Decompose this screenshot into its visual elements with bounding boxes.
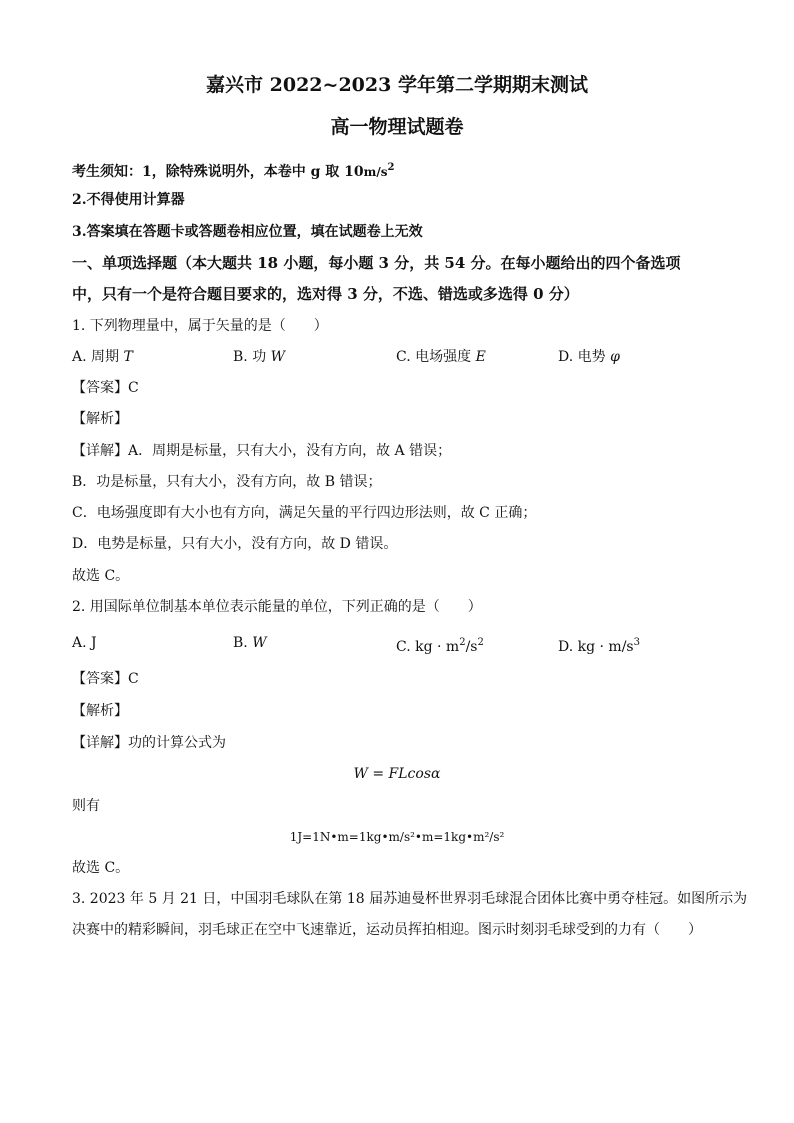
q2-option-b — [233, 633, 267, 653]
exam-title: 嘉兴市 2022~2023 学年第二学期期末测试 — [206, 74, 588, 96]
q1-answer: 【答案】C — [72, 380, 139, 396]
q2-option-c — [396, 633, 484, 657]
q2-detail: 【详解】功的计算公式为 — [72, 735, 226, 751]
q1-option-c-symbol: E — [475, 349, 486, 365]
q1-option-a — [72, 347, 133, 367]
notice-unit-sup: 2 — [387, 162, 395, 173]
section-heading-line-2: 中，只有一个是符合题目要求的，选对得 3 分，不选、错选或多选得 0 分） — [72, 285, 579, 303]
q3-stem-line-1: 3. 2023 年 5 月 21 日，中国羽毛球队在第 18 届苏迪曼杯世界羽毛球混合团体比赛中勇夺桂冠。如图所示为 — [72, 891, 748, 907]
q1-detail-1: 【详解】A．周期是标量，只有大小，没有方向，故 A 错误； — [72, 443, 452, 459]
q2-conclusion: 故选 C。 — [72, 860, 130, 876]
q1-option-c-label: C. 电场强度 — [396, 349, 476, 365]
q1-detail-4: D．电势是标量，只有大小，没有方向，故 D 错误。 — [72, 536, 398, 552]
exam-subtitle: 高一物理试题卷 — [330, 116, 464, 138]
q1-option-b — [233, 347, 285, 367]
q2-then: 则有 — [72, 798, 100, 814]
q1-analysis: 【解析】 — [72, 411, 128, 427]
notice-line-1 — [72, 158, 394, 182]
q1-conclusion: 故选 C。 — [72, 568, 130, 584]
section-heading-line-1: 一、单项选择题（本大题共 18 小题，每小题 3 分，共 54 分。在每小题给出的四个备选项 — [72, 254, 681, 272]
q2-answer: 【答案】C — [72, 671, 139, 687]
q1-option-d-symbol: φ — [610, 349, 620, 365]
notice-line-1-text: 考生须知：1，除特殊说明外，本卷中 g 取 10 — [72, 164, 364, 180]
q3-stem-line-2: 决赛中的精彩瞬间，羽毛球正在空中飞速靠近，运动员挥拍相迎。图示时刻羽毛球受到的力有（ ） — [72, 922, 702, 938]
q1-option-d — [558, 347, 620, 367]
q2-option-d — [558, 633, 640, 657]
q1-detail-2: B．功是标量，只有大小，没有方向，故 B 错误； — [72, 474, 382, 490]
q1-option-b-label: B. 功 — [233, 349, 271, 365]
q2-option-c-sup1: 2 — [459, 637, 466, 648]
notice-unit: m/s — [363, 165, 388, 179]
q2-analysis: 【解析】 — [72, 703, 128, 719]
q2-option-d-sup: 3 — [633, 637, 640, 648]
notice-line-2: 2.不得使用计算器 — [72, 192, 185, 208]
q2-option-d-label: D. kg · m/s — [558, 639, 634, 655]
q1-option-a-label: A. 周期 — [72, 349, 124, 365]
q2-formula-2: 1J=1N•m=1kg•m/s²•m=1kg•m²/s² — [289, 830, 505, 844]
q2-option-c-label: C. kg · m — [396, 639, 460, 655]
q2-option-b-symbol: W — [252, 635, 267, 651]
q1-detail-3: C．电场强度即有大小也有方向，满足矢量的平行四边形法则，故 C 正确； — [72, 505, 537, 521]
q2-option-b-label: B. — [233, 635, 253, 651]
q2-formula: W = FLcosα — [353, 766, 441, 782]
q2-stem: 2. 用国际单位制基本单位表示能量的单位，下列正确的是（ ） — [72, 599, 482, 615]
q1-option-d-label: D. 电势 — [558, 349, 611, 365]
q2-option-c-sup2: 2 — [477, 637, 484, 648]
q1-stem: 1. 下列物理量中，属于矢量的是（ ） — [72, 318, 328, 334]
q1-option-b-symbol: W — [270, 349, 286, 365]
q2-option-a: A. J — [72, 635, 97, 651]
q2-option-c-mid: /s — [465, 639, 478, 655]
q1-option-a-symbol: T — [123, 349, 133, 365]
q1-option-c — [396, 347, 486, 367]
notice-line-3: 3.答案填在答题卡或答题卷相应位置，填在试题卷上无效 — [72, 224, 423, 240]
